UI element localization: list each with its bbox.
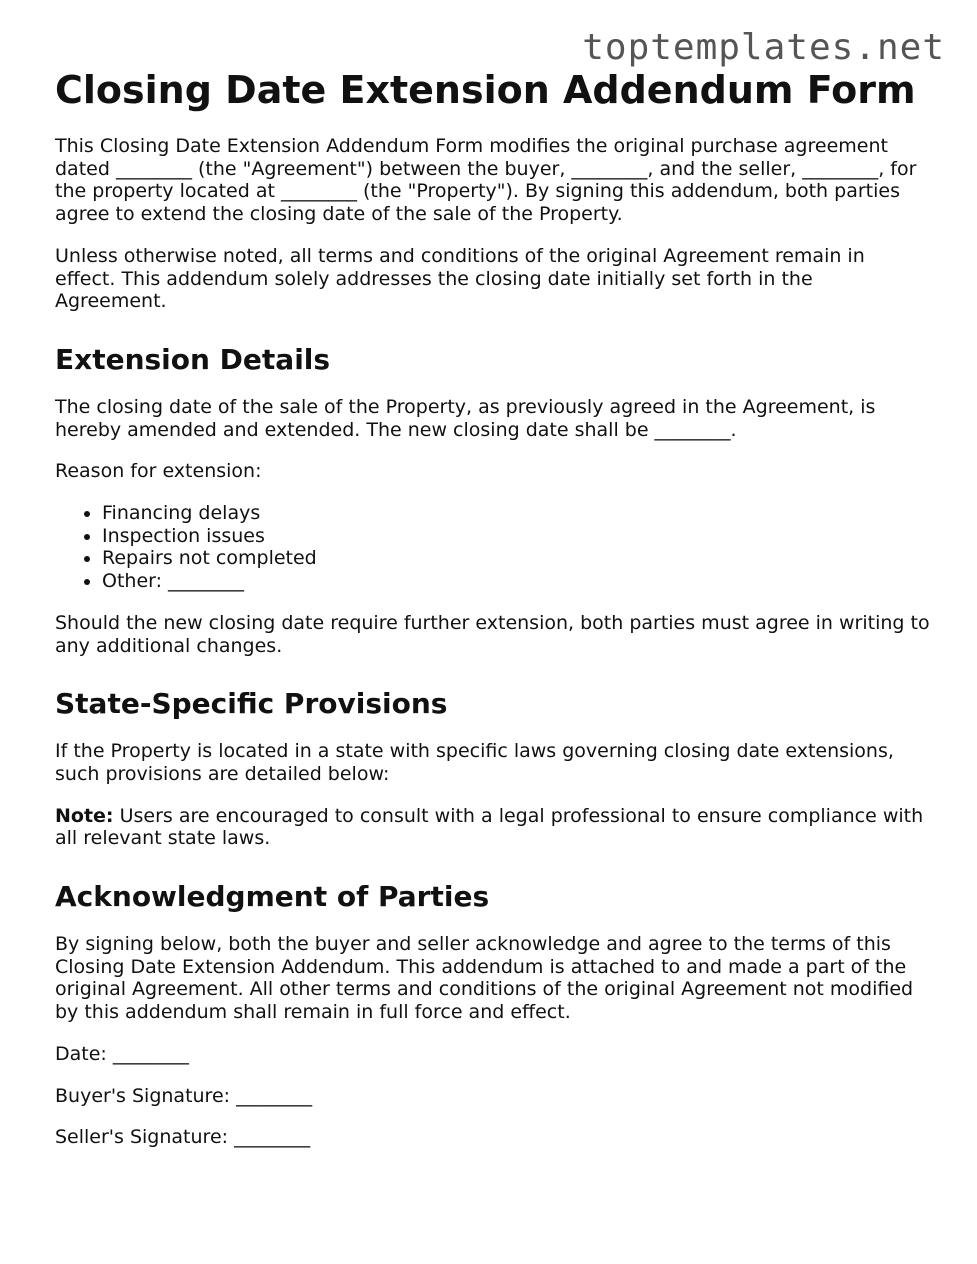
acknowledgment-heading: Acknowledgment of Parties [55,880,490,914]
reason-list [55,502,930,593]
reason-item-financing: • Financing delays [102,502,930,525]
note-text: Users are encouraged to consult with a legal professional to ensure compliance with all relevant state laws. [55,804,924,850]
note-paragraph [55,805,930,850]
state-provisions-heading: State-Specific Provisions [55,687,448,721]
date-line: Date: ________ [55,1042,189,1065]
reason-label: Reason for extension: [55,460,262,483]
intro-paragraph: This Closing Date Extension Addendum Form modifies the original purchase agreement dated ________ (the "Agreement") between the buyer, ________, and the seller, ________, for the property located at ________ (the "Property"). By signing this addendum, both parties agree to extend the closing date of the sale of the Property. [55,135,917,226]
seller-signature-line: Seller's Signature: ________ [55,1126,311,1149]
page-title: Closing Date Extension Addendum Form [55,68,916,112]
reason-item-other: • Other: ________ [102,570,930,593]
document-body [55,68,930,1149]
reason-item-repairs: • Repairs not completed [102,547,930,570]
note-label: Note: [55,804,114,827]
acknowledgment-paragraph: By signing below, both the buyer and seller acknowledge and agree to the terms of this Closing Date Extension Addendum. This addendum is attached to and made a part of the original Agreement. All other terms and conditions of the original Agreement not modified by this addendum shall remain in full force and effect. [55,933,914,1024]
extension-details-heading: Extension Details [55,342,331,376]
state-paragraph: If the Property is located in a state with specific laws governing closing date extensions, such provisions are detailed below: [55,740,894,785]
buyer-signature-line: Buyer's Signature: ________ [55,1084,313,1107]
further-extension-paragraph: Should the new closing date require further extension, both parties must agree in writing to any additional changes. [55,611,930,657]
intro-scope-paragraph: Unless otherwise noted, all terms and conditions of the original Agreement remain in effect. This addendum solely addresses the closing date initially set forth in the Agreement. [55,244,865,313]
reason-item-inspection: • Inspection issues [102,525,930,548]
extension-paragraph: The closing date of the sale of the Property, as previously agreed in the Agreement, is hereby amended and extended. The new closing date shall be ________. [55,395,876,441]
watermark: toptemplates.net [582,27,945,68]
